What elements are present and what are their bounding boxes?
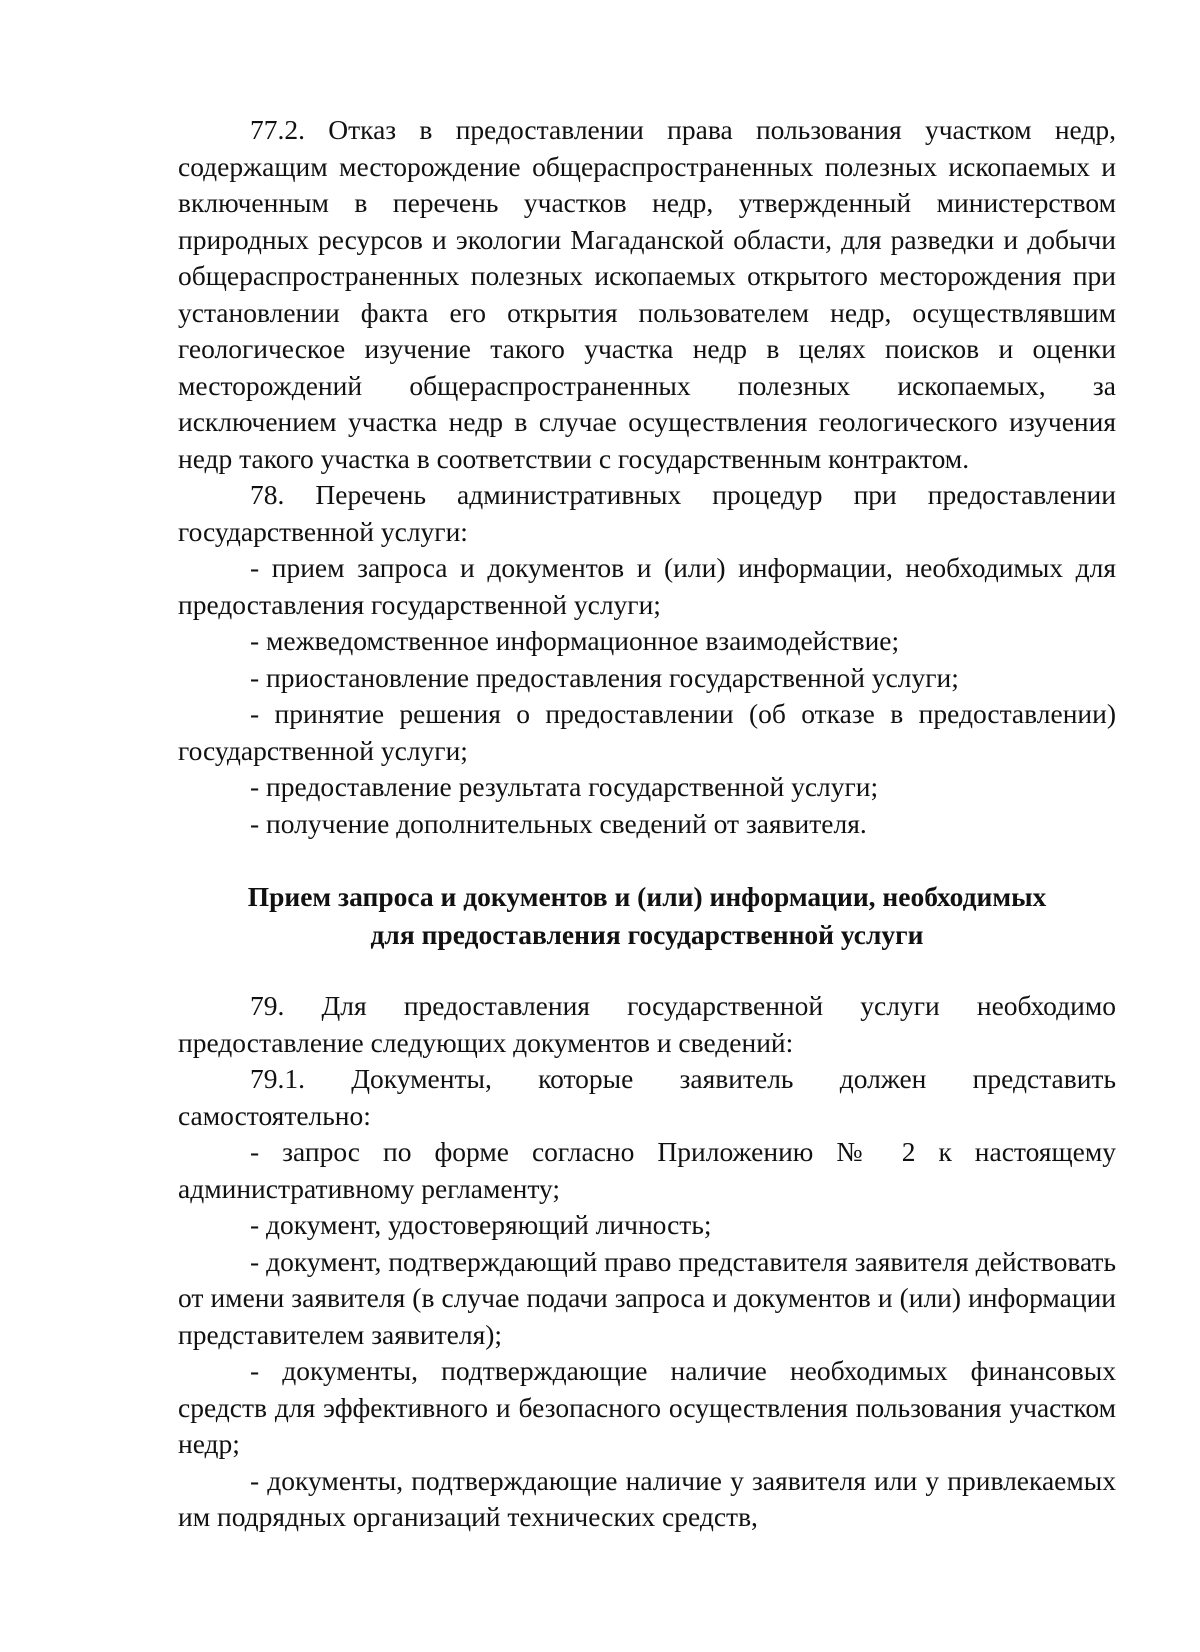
section-heading (178, 878, 1116, 954)
list-item: - запрос по форме согласно Приложению № 2 к настоящему административному регламенту; (178, 1136, 1116, 1204)
list-item: - приостановление предоставления государственной услуги; (250, 661, 959, 693)
list-item: - документ, подтверждающий право представителя заявителя действовать от имени заявителя (в случае подачи запроса и документов и (или) информации представителем заявителя); (178, 1245, 1116, 1350)
list-item: - документ, удостоверяющий личность; (250, 1209, 712, 1240)
document-body (178, 112, 1116, 1536)
list-item: - предоставление результата государственной услуги; (250, 771, 879, 802)
list-item: - межведомственное информационное взаимодействие; (250, 625, 900, 656)
section-heading-line-2: для предоставления государственной услуги (370, 919, 924, 950)
list-item: - прием запроса и документов и (или) информации, необходимых для предоставления государственной услуги; (178, 552, 1116, 620)
section-heading-line-1: Прием запроса и документов и (или) информации, необходимых (247, 881, 1047, 912)
list-item: - получение дополнительных сведений от заявителя. (250, 807, 867, 839)
paragraph-79-1: 79.1. Документы, которые заявитель должен представить самостоятельно: (178, 1063, 1116, 1131)
paragraph-78: 78. Перечень административных процедур при предоставлении государственной услуги: (178, 479, 1116, 547)
paragraph-77-2: 77.2. Отказ в предоставлении права пользования участком недр, содержащим месторождение общераспространенных полезных ископаемых и включенным в перечень участков недр, утвержденный министерством природных ресурсов и экологии Магаданской области, для разведки и добычи общераспространенных полезных ископаемых открытого месторождения при установлении факта его открытия пользователем недр, осуществлявшим геологическое изучение такого участка недр в целях поисков и оценки месторождений общераспространенных полезных ископаемых, за исключением участка недр в случае осуществления геологического изучения недр такого участка в соответствии с государственным контрактом. (178, 114, 1116, 474)
paragraph-79: 79. Для предоставления государственной услуги необходимо предоставление следующих документов и сведений: (178, 990, 1116, 1058)
list-item: - принятие решения о предоставлении (об отказе в предоставлении) государственной услуги; (178, 698, 1116, 766)
list-item: - документы, подтверждающие наличие необходимых финансовых средств для эффективного и безопасного осуществления пользования участком недр; (178, 1355, 1116, 1459)
list-item: - документы, подтверждающие наличие у заявителя или у привлекаемых им подрядных организаций технических средств, (178, 1464, 1116, 1532)
